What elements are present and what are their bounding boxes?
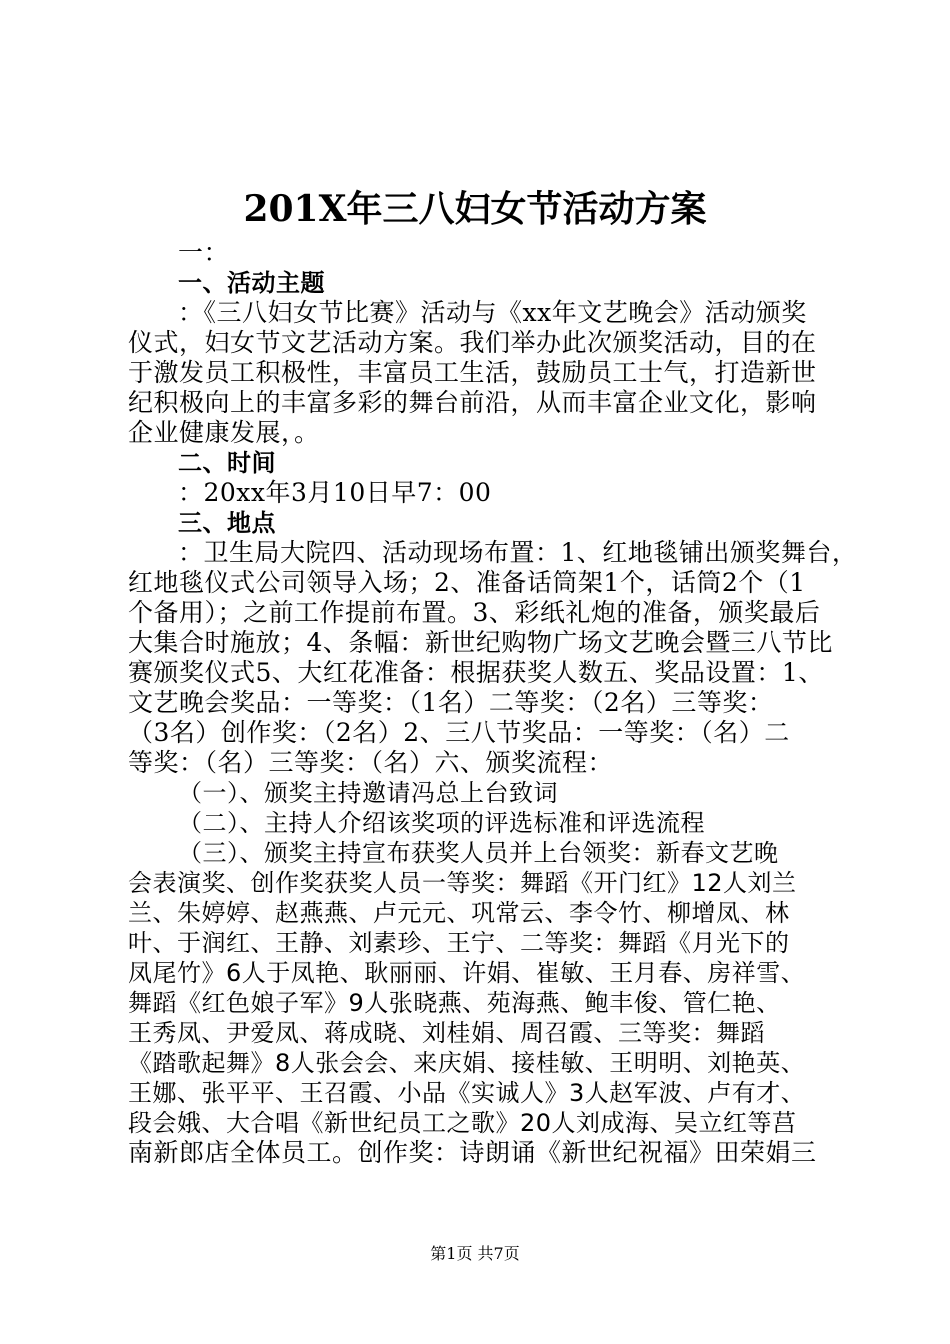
paragraph-line: 仪式，妇女节文艺活动方案。我们举办此次颁奖活动，目的在 [128,328,817,357]
paragraph-line: 纪积极向上的丰富多彩的舞台前沿，从而丰富企业文化，影响 [128,388,817,417]
page-number: 第1页 共7页 [430,1244,520,1263]
paragraph-line: （3名）创作奖：（2名）2、三八节奖品：一等奖：（名）二 [128,718,790,747]
paragraph-line: ：卫生局大院四、活动现场布置：1、红地毯铺出颁奖舞台， [178,538,858,567]
paragraph-line: 南新郎店全体员工。创作奖：诗朗诵《新世纪祝福》田荣娟三 [128,1138,817,1167]
paragraph-line: 王秀凤、尹爱凤、蒋成晓、刘桂娟、周召霞、三等奖：舞蹈 [128,1019,765,1047]
document-title: 201X年三八妇女节活动方案 [243,188,707,230]
process-step-3: （三）、颁奖主持宣布获奖人员并上台领奖：新春文艺晚 [178,839,779,867]
paragraph-line: 凤尾竹》6人于凤艳、耿丽丽、许娟、崔敏、王月春、房祥雪、 [128,959,806,987]
process-step-2: （二）、主持人介绍该奖项的评选标准和评选流程 [178,809,705,837]
paragraph-line: 等奖：（名）三等奖：（名）六、颁奖流程： [128,748,614,777]
paragraph-line: 大集合时施放；4、条幅：新世纪购物广场文艺晚会暨三八节比 [128,628,833,657]
paragraph-line: 段会娥、大合唱《新世纪员工之歌》20人刘成海、吴立红等莒 [128,1109,797,1137]
paragraph-line: 舞蹈《红色娘子军》9人张晓燕、苑海燕、鲍丰俊、管仁艳、 [128,989,781,1017]
paragraph-line: 会表演奖、创作奖获奖人员一等奖：舞蹈《开门红》12人刘兰 [128,869,797,897]
document-body [128,238,858,1168]
paragraph-line: 兰、朱婷婷、赵燕燕、卢元元、巩常云、李令竹、柳增凤、林 [128,899,790,927]
paragraph-line: 《踏歌起舞》8人张会会、来庆娟、接桂敏、王明明、刘艳英、 [128,1049,806,1077]
paragraph-line: 赛颁奖仪式5、大红花准备：根据获奖人数五、奖品设置：1、 [128,658,824,687]
section-intro-line: 一： [178,238,230,267]
heading-activity-theme: 一、活动主题 [178,269,325,297]
paragraph-line: 叶、于润红、王静、刘素珍、王宁、二等奖：舞蹈《月光下的 [128,929,790,957]
paragraph-line: 文艺晚会奖品：一等奖：（1名）二等奖：（2名）三等奖： [128,688,774,717]
paragraph-line: 于激发员工积极性，丰富员工生活，鼓励员工士气，打造新世 [128,358,817,387]
paragraph-line: 王娜、张平平、王召霞、小品《实诚人》3人赵军波、卢有才、 [128,1079,806,1107]
paragraph-line: ：20xx年3月10日早7：00 [178,478,492,507]
paragraph-line: 红地毯仪式公司领导入场；2、准备话筒架1个，话筒2个（1 [128,568,806,597]
process-step-1: （一）、颁奖主持邀请冯总上台致词 [178,779,558,807]
heading-time: 二、时间 [178,449,276,477]
paragraph-line: 个备用）；之前工作提前布置。3、彩纸礼炮的准备，颁奖最后 [128,598,821,627]
paragraph-line: ：《三八妇女节比赛》活动与《xx年文艺晚会》活动颁奖 [178,298,807,327]
paragraph-line: 企业健康发展，。 [128,418,320,447]
heading-location: 三、地点 [178,509,276,537]
